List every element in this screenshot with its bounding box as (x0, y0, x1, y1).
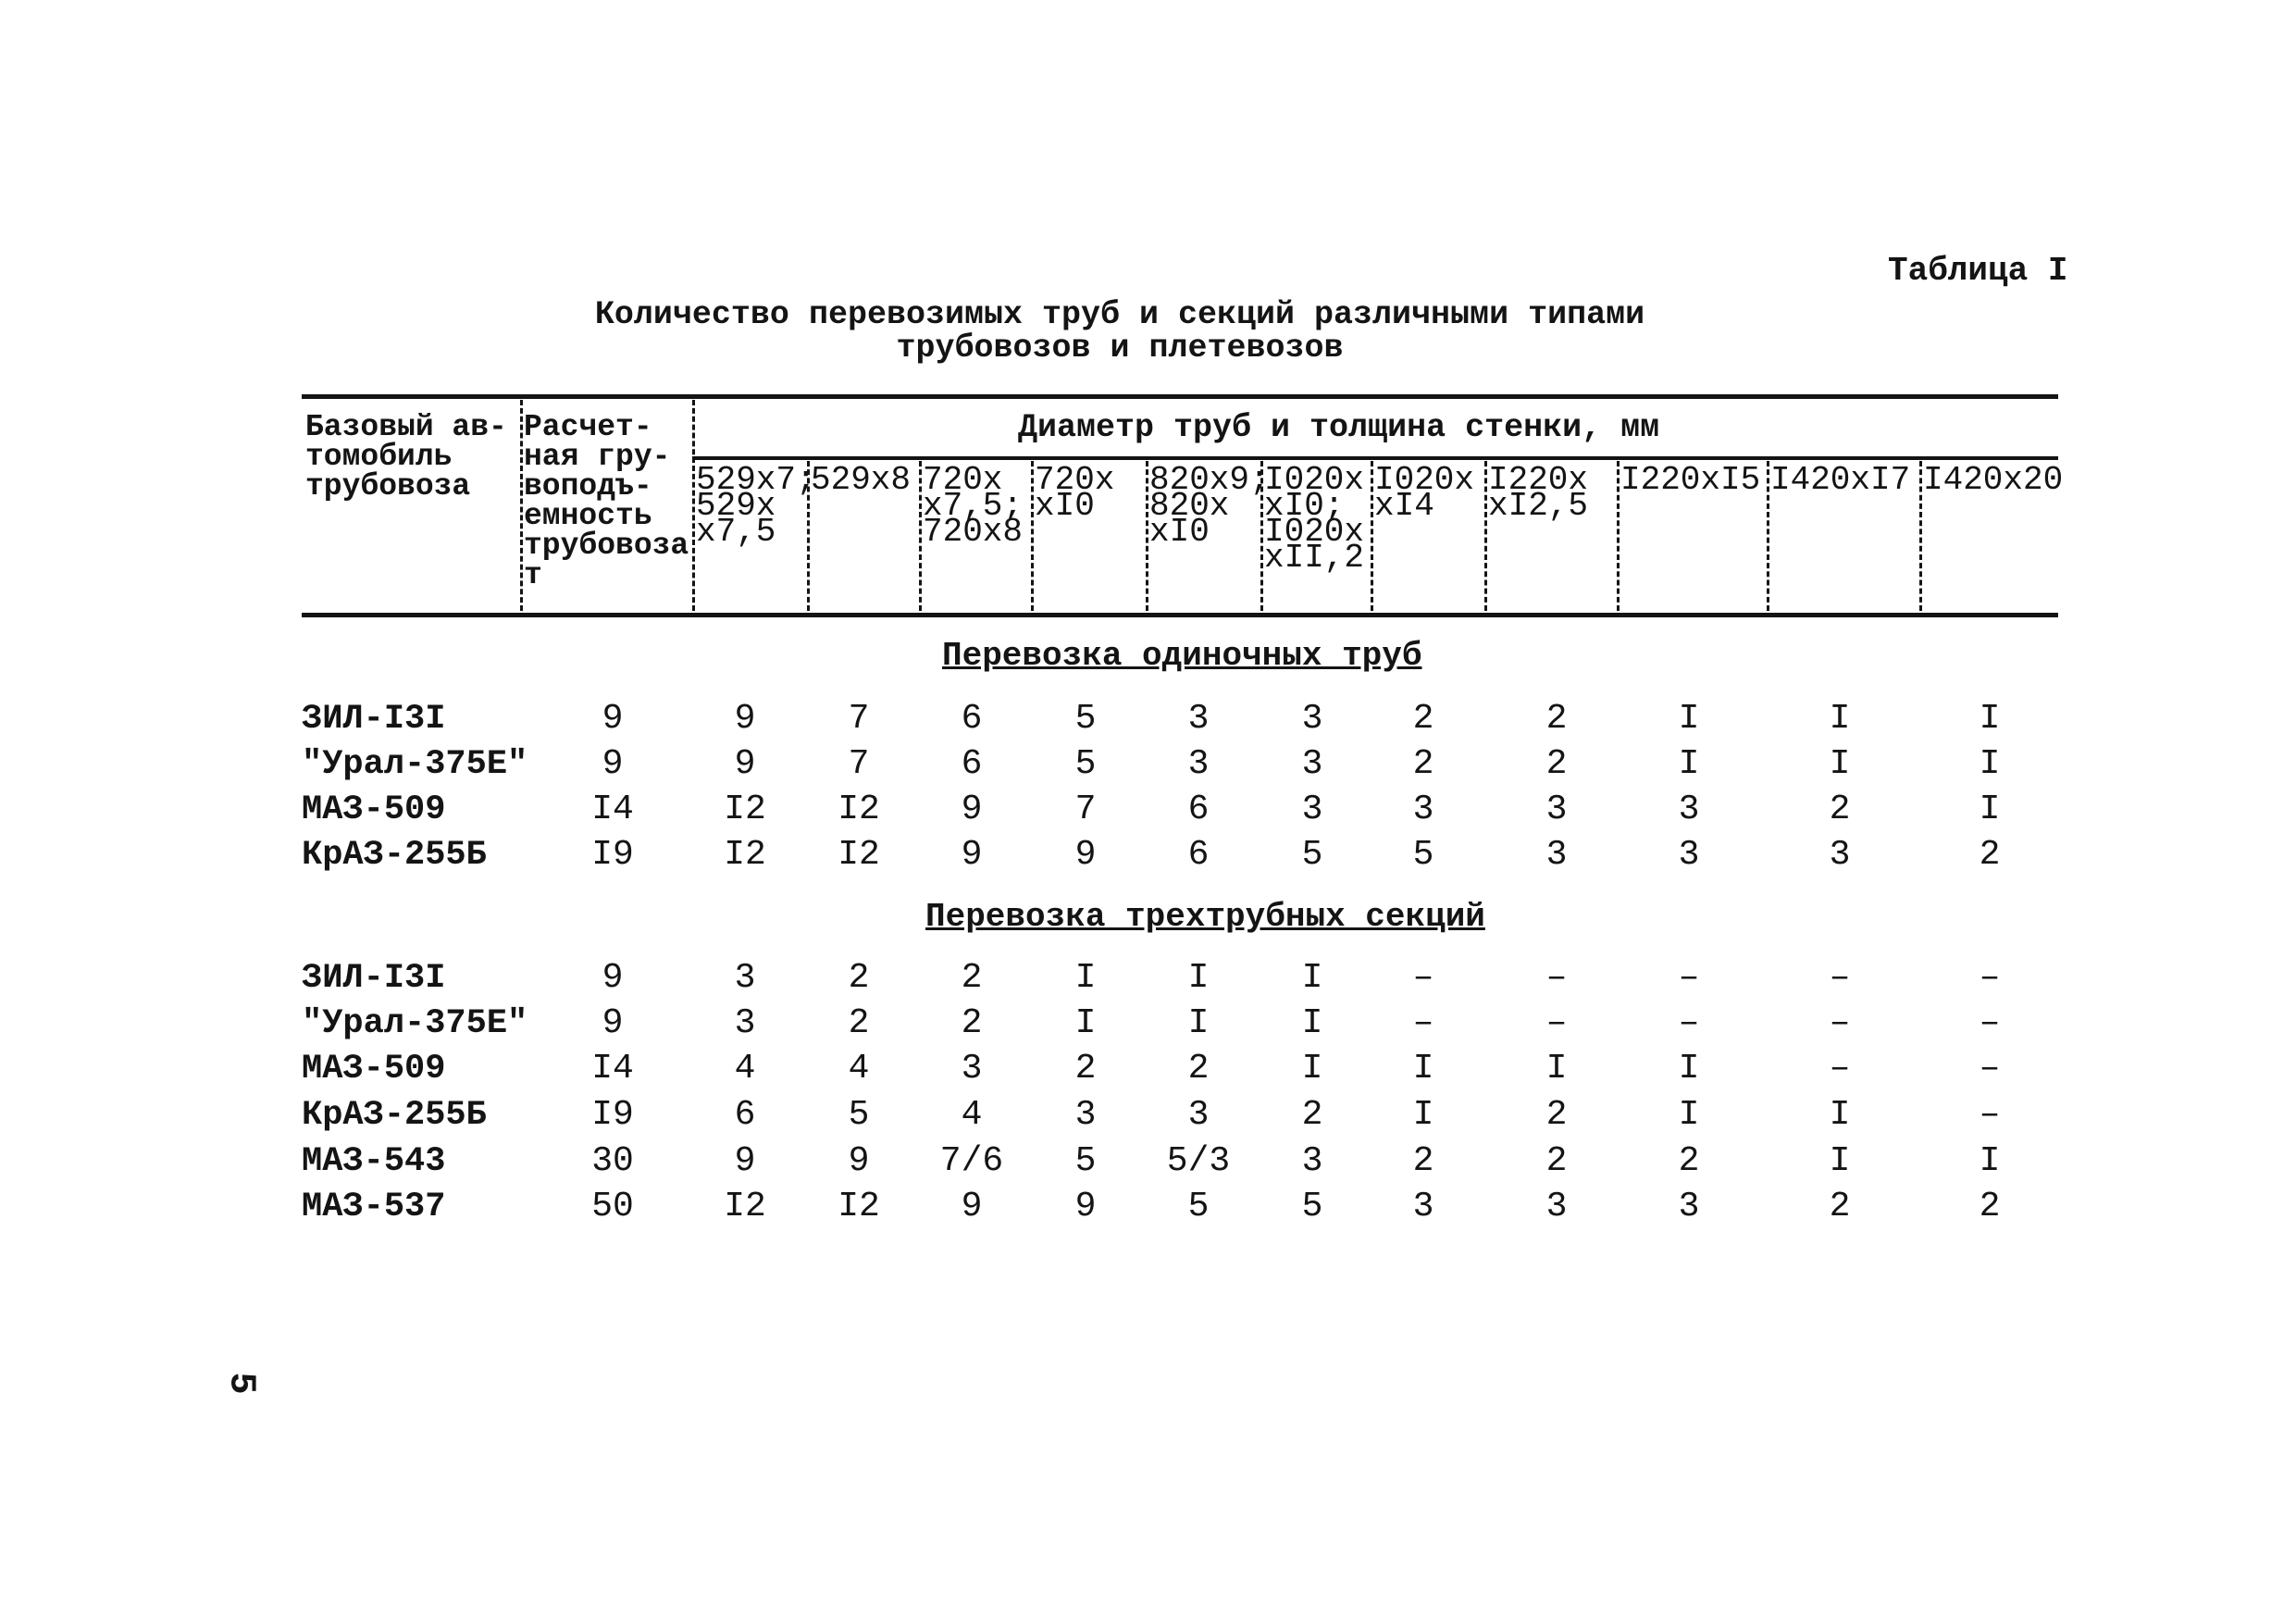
vehicle-name: МАЗ-537 (302, 1188, 446, 1226)
table-cell: 3 (1301, 699, 1323, 739)
table-cell: 2 (1678, 1141, 1700, 1181)
table-cell: 7 (848, 744, 870, 784)
table-cell: I (1187, 1003, 1210, 1043)
capacity-cell: I9 (591, 835, 634, 875)
column-separator (1617, 461, 1620, 611)
table-cell: I (1301, 1003, 1323, 1043)
table-cell: 6 (734, 1095, 756, 1135)
page-number: 5 (219, 1372, 262, 1395)
table-cell: I (1979, 744, 2001, 784)
table-cell: 4 (734, 1049, 756, 1088)
header-size-10: I420хI7 (1770, 461, 1911, 499)
table-cell: 3 (1412, 790, 1434, 829)
table-cell: 7/6 (939, 1141, 1004, 1181)
table-cell: 2 (1829, 1187, 1851, 1226)
table-cell: I2 (838, 1187, 880, 1226)
table-cell: I (1829, 699, 1851, 739)
table-cell: 2 (1187, 1049, 1210, 1088)
table-cell: 9 (961, 1187, 983, 1226)
capacity-cell: I9 (591, 1095, 634, 1135)
table-cell: 5 (1412, 835, 1434, 875)
table-cell: 2 (1979, 835, 2001, 875)
section-title-three-pipe-sections: Перевозка трехтрубных секций (925, 898, 1485, 936)
table-cell: – (1979, 1095, 2001, 1135)
table-cell: – (1979, 958, 2001, 998)
capacity-cell: 9 (602, 958, 624, 998)
table-cell: 9 (734, 1141, 756, 1181)
table-cell: 2 (1545, 1095, 1568, 1135)
header-size-8: I220х хI2,5 (1488, 461, 1589, 525)
table-cell: 2 (848, 958, 870, 998)
header-vehicle: Базовый ав- томобиль трубовоза (305, 410, 507, 504)
table-cell: 6 (961, 744, 983, 784)
table-cell: 2 (1545, 1141, 1568, 1181)
table-cell: – (1829, 958, 1851, 998)
table-cell: 4 (961, 1095, 983, 1135)
capacity-cell: 9 (602, 744, 624, 784)
table-row (0, 955, 2296, 1001)
table-cell: I (1678, 699, 1700, 739)
table-cell: 9 (1074, 1187, 1097, 1226)
table-cell: 3 (1829, 835, 1851, 875)
section-title-single-pipes: Перевозка одиночных труб (942, 637, 1422, 675)
table-cell: I (1829, 744, 1851, 784)
header-size-1: 529х7; 529х х7,5 (696, 461, 816, 551)
capacity-cell: I4 (591, 1049, 634, 1088)
vehicle-name: ЗИЛ-I3I (302, 959, 446, 998)
table-cell: – (1412, 958, 1434, 998)
column-separator (1146, 461, 1148, 611)
table-cell: I2 (724, 835, 766, 875)
vehicle-name: МАЗ-509 (302, 790, 446, 829)
table-cell: I (1301, 958, 1323, 998)
table-cell: – (1979, 1003, 2001, 1043)
table-cell: 5 (1074, 1141, 1097, 1181)
header-size-2: 529х8 (811, 461, 912, 499)
table-cell: 5 (1187, 1187, 1210, 1226)
table-cell: 2 (1074, 1049, 1097, 1088)
table-cell: 9 (1074, 835, 1097, 875)
column-separator (1484, 461, 1487, 611)
table-cell: 6 (1187, 835, 1210, 875)
table-cell: – (1829, 1003, 1851, 1043)
capacity-cell: I4 (591, 790, 634, 829)
table-cell: 7 (848, 699, 870, 739)
vehicle-name: "Урал-375Е" (302, 1004, 528, 1043)
table-cell: 7 (1074, 790, 1097, 829)
table-cell: 2 (1979, 1187, 2001, 1226)
table-cell: 5 (1301, 1187, 1323, 1226)
header-capacity: Расчет- ная гру- воподъ- емность трубовоза т (524, 410, 689, 592)
table-cell: I (1187, 958, 1210, 998)
table-cell: 9 (734, 699, 756, 739)
table-cell: I2 (724, 790, 766, 829)
header-size-6: I020х хI0; I020х хII,2 (1264, 461, 1365, 577)
header-size-4: 720х хI0 (1035, 461, 1115, 525)
header-size-9: I220хI5 (1620, 461, 1761, 499)
table-cell: 2 (1545, 699, 1568, 739)
vehicle-name: ЗИЛ-I3I (302, 700, 446, 739)
table-cell: 2 (848, 1003, 870, 1043)
table-cell: – (1829, 1049, 1851, 1088)
column-separator (1767, 461, 1769, 611)
table-cell: 3 (1545, 1187, 1568, 1226)
table-top-rule (302, 394, 2058, 399)
table-cell: 2 (1412, 699, 1434, 739)
table-cell: I (1979, 1141, 2001, 1181)
vehicle-name: МАЗ-543 (302, 1142, 446, 1181)
table-row (0, 696, 2296, 742)
header-size-5: 820х9; 820х хI0 (1149, 461, 1270, 551)
table-cell: 9 (961, 790, 983, 829)
vehicle-name: МАЗ-509 (302, 1050, 446, 1088)
table-cell: I (1678, 1049, 1700, 1088)
table-cell: 2 (1412, 1141, 1434, 1181)
column-separator (1371, 461, 1373, 611)
table-cell: 2 (961, 1003, 983, 1043)
table-row (0, 1092, 2296, 1138)
header-size-3: 720х х7,5; 720х8 (923, 461, 1024, 551)
table-row (0, 1046, 2296, 1092)
column-separator (919, 461, 922, 611)
table-cell: 3 (1678, 1187, 1700, 1226)
table-cell: 2 (1829, 790, 1851, 829)
table-cell: 9 (961, 835, 983, 875)
column-separator (1031, 461, 1034, 611)
table-cell: 6 (1187, 790, 1210, 829)
table-cell: 5 (1301, 835, 1323, 875)
table-cell: – (1979, 1049, 2001, 1088)
table-cell: 4 (848, 1049, 870, 1088)
table-row (0, 787, 2296, 833)
table-title (481, 298, 1758, 365)
column-separator (692, 400, 695, 611)
table-cell: 3 (961, 1049, 983, 1088)
table-cell: – (1412, 1003, 1434, 1043)
capacity-cell: 30 (591, 1141, 634, 1181)
table-cell: 3 (1301, 790, 1323, 829)
table-cell: 5 (1074, 744, 1097, 784)
table-cell: 3 (1678, 790, 1700, 829)
table-cell: I (1412, 1095, 1434, 1135)
table-row (0, 1138, 2296, 1185)
table-row (0, 832, 2296, 878)
vehicle-name: КрАЗ-255Б (302, 836, 487, 875)
table-cell: 3 (1545, 790, 1568, 829)
table-cell: I (1301, 1049, 1323, 1088)
vehicle-name: КрАЗ-255Б (302, 1096, 487, 1135)
capacity-cell: 9 (602, 699, 624, 739)
table-cell: – (1545, 1003, 1568, 1043)
table-cell: – (1678, 1003, 1700, 1043)
table-cell: 3 (1187, 744, 1210, 784)
table-cell: 3 (1301, 1141, 1323, 1181)
column-separator (1919, 461, 1922, 611)
table-title-line-2: трубовозов и плетевозов (896, 330, 1344, 367)
table-cell: 2 (1412, 744, 1434, 784)
table-cell: 5/3 (1166, 1141, 1231, 1181)
table-cell: 3 (1412, 1187, 1434, 1226)
table-title-line-1: Количество перевозимых труб и секций различными типами (594, 296, 1645, 333)
table-cell: 3 (1187, 699, 1210, 739)
table-cell: I (1412, 1049, 1434, 1088)
table-cell: I2 (724, 1187, 766, 1226)
table-cell: 3 (1074, 1095, 1097, 1135)
table-cell: I (1074, 958, 1097, 998)
header-size-7: I020х хI4 (1374, 461, 1475, 525)
table-cell: 2 (1545, 744, 1568, 784)
table-cell: I2 (838, 835, 880, 875)
table-cell: 9 (848, 1141, 870, 1181)
table-row (0, 741, 2296, 788)
table-label: Таблица I (1888, 252, 2068, 290)
column-separator (520, 400, 523, 611)
table-cell: I (1074, 1003, 1097, 1043)
table-row (0, 1184, 2296, 1230)
table-cell: 3 (1187, 1095, 1210, 1135)
capacity-cell: 9 (602, 1003, 624, 1043)
table-cell: 3 (734, 1003, 756, 1043)
header-bottom-rule (302, 613, 2058, 617)
table-cell: I (1678, 1095, 1700, 1135)
diameter-header-rule (692, 456, 2058, 460)
table-row (0, 1001, 2296, 1047)
table-cell: I (1979, 699, 2001, 739)
table-cell: 9 (734, 744, 756, 784)
table-cell: I (1829, 1095, 1851, 1135)
table-cell: 5 (1074, 699, 1097, 739)
table-cell: – (1545, 958, 1568, 998)
table-cell: 6 (961, 699, 983, 739)
header-diameter: Диаметр труб и толщина стенки, мм (1018, 409, 1660, 446)
table-cell: I (1545, 1049, 1568, 1088)
header-size-11: I420х20 (1923, 461, 2064, 499)
table-cell: 3 (1545, 835, 1568, 875)
vehicle-name: "Урал-375Е" (302, 745, 528, 784)
table-cell: – (1678, 958, 1700, 998)
table-cell: 2 (1301, 1095, 1323, 1135)
table-cell: I (1678, 744, 1700, 784)
table-cell: 3 (734, 958, 756, 998)
table-cell: 2 (961, 958, 983, 998)
table-cell: 5 (848, 1095, 870, 1135)
table-cell: 3 (1301, 744, 1323, 784)
table-cell: I2 (838, 790, 880, 829)
table-cell: I (1829, 1141, 1851, 1181)
table-cell: 3 (1678, 835, 1700, 875)
table-cell: I (1979, 790, 2001, 829)
capacity-cell: 50 (591, 1187, 634, 1226)
